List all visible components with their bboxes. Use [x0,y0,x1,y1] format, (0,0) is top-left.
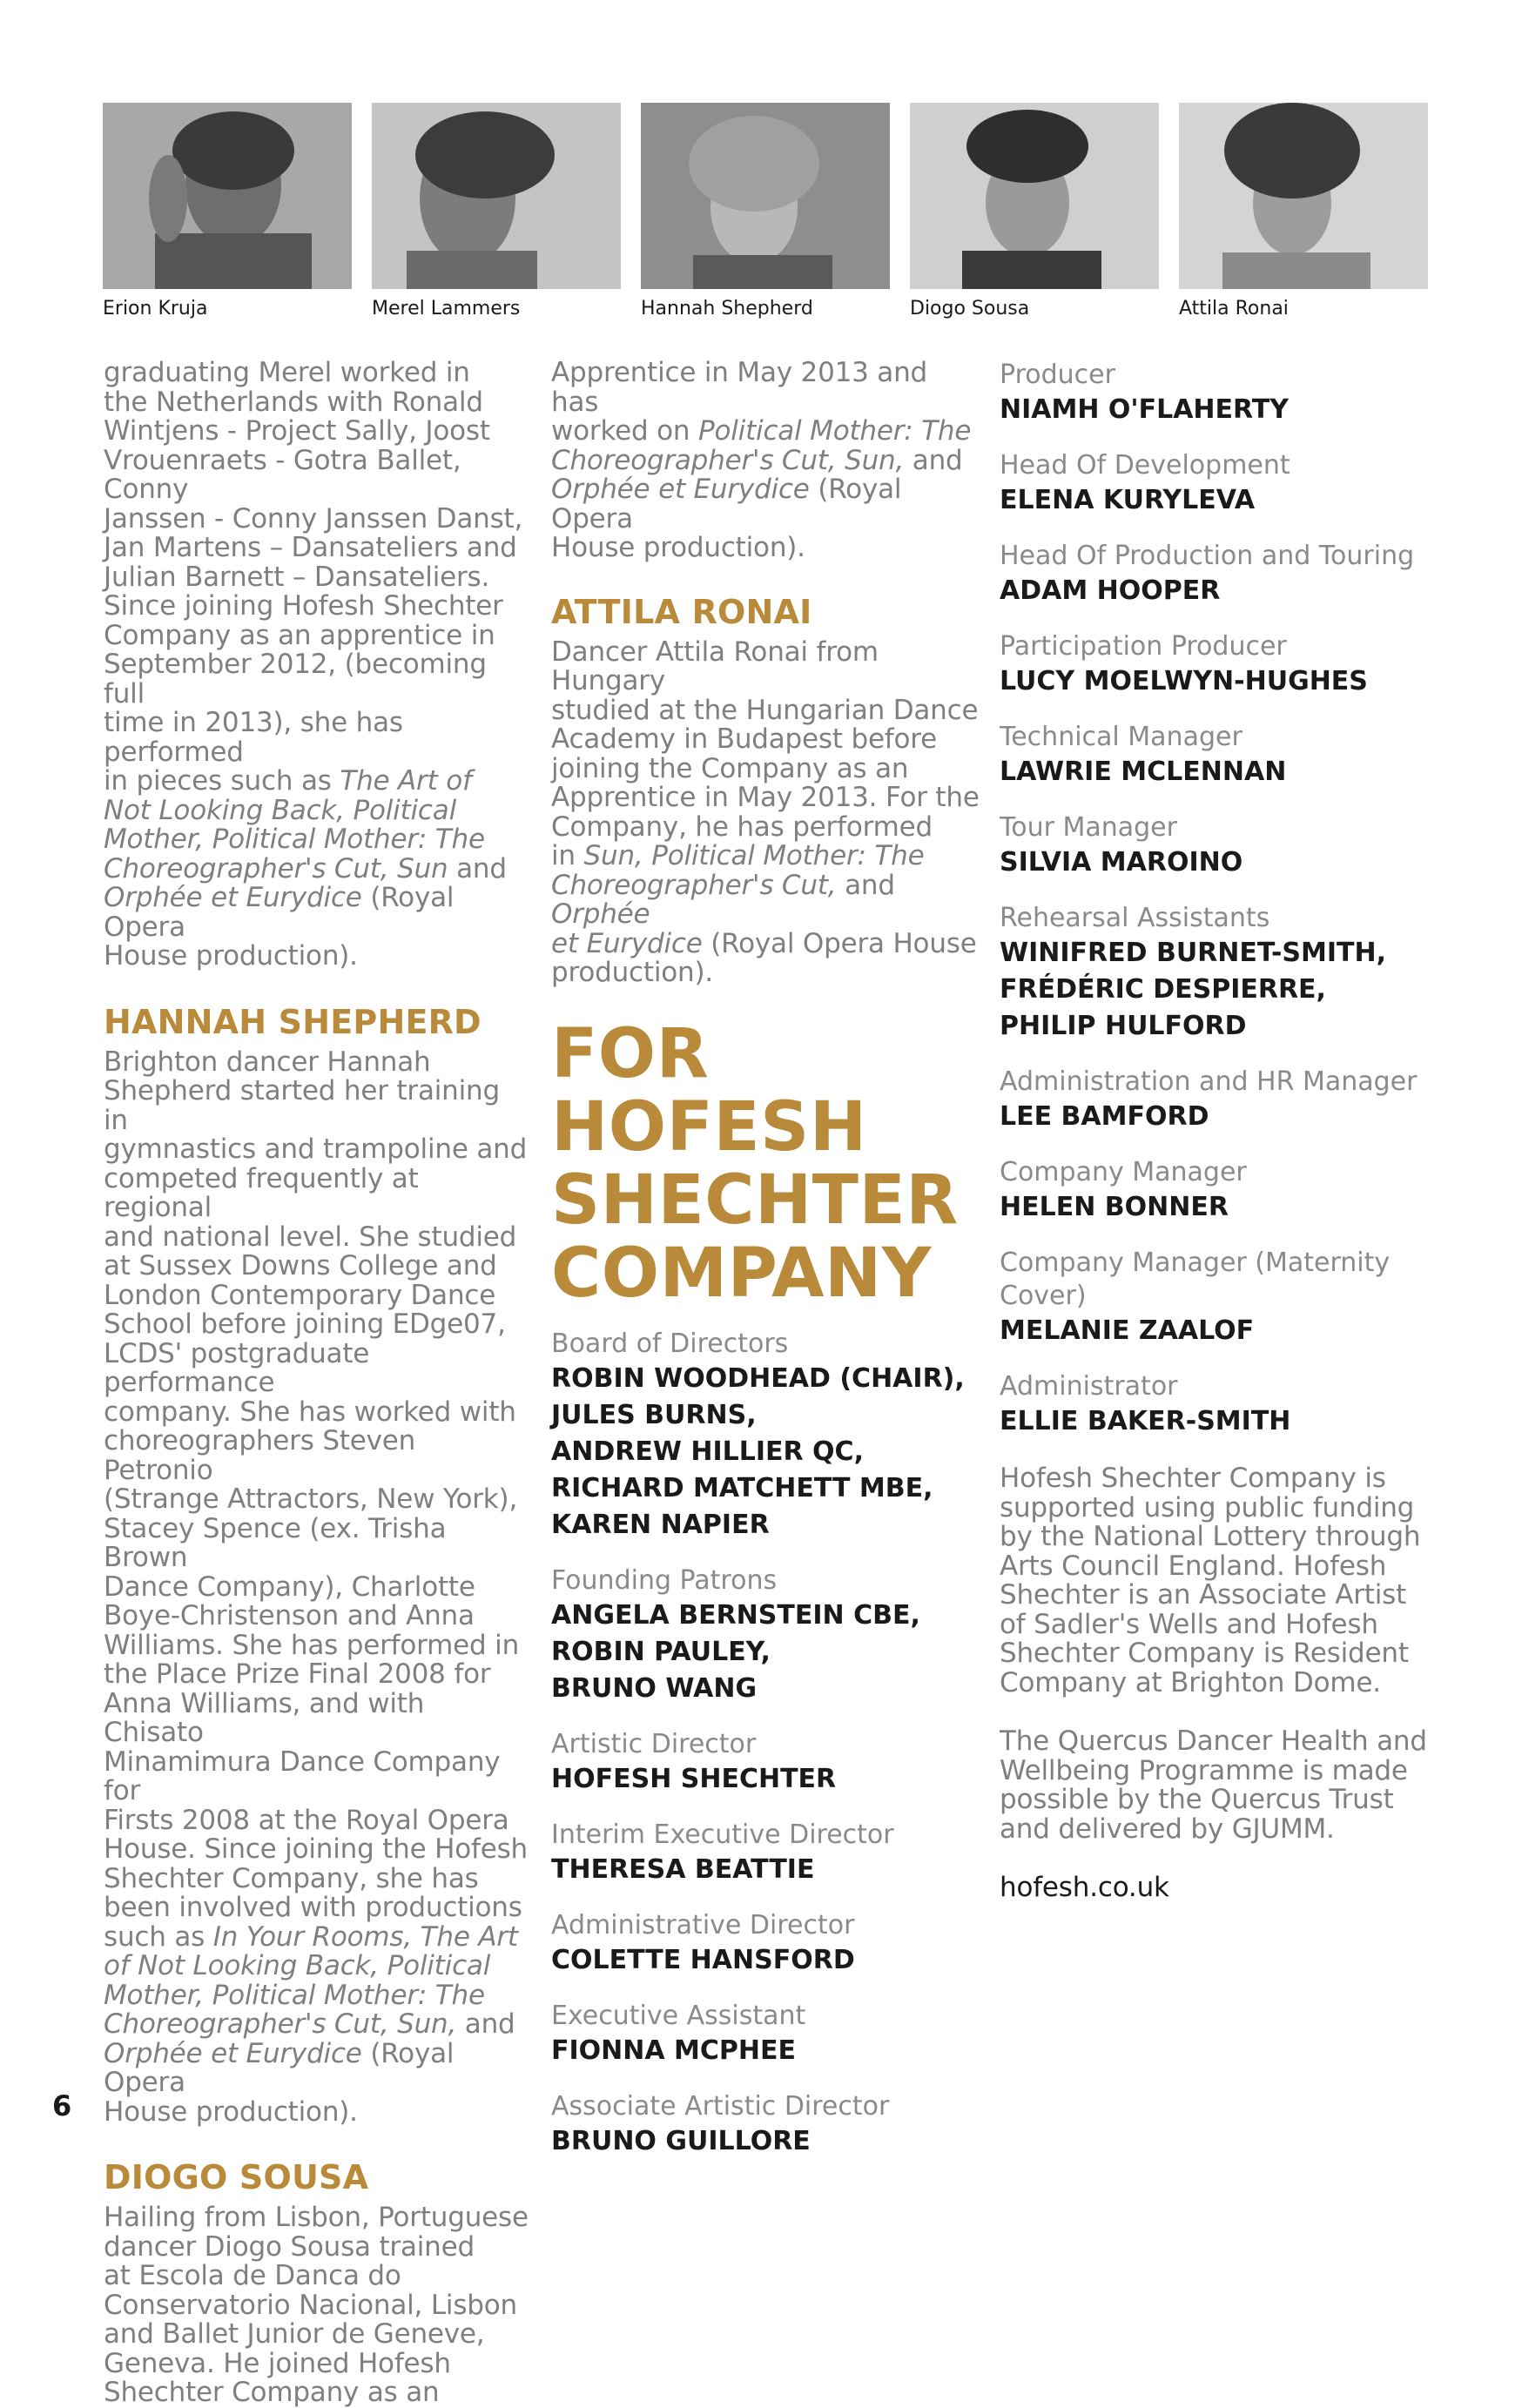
diogo-bio-continued: Apprentice in May 2013 and has worked on Political Mother: The Choreographer's Cut, Sun, and Orphée et Eurydice (Royal Opera House production). [551,357,972,563]
quercus-note: The Quercus Dancer Health and Wellbeing Programme is made possible by the Quercus Trust and delivered by GJUMM. [1000,1725,1427,1845]
attila-heading: ATTILA RONAI [551,592,812,631]
photo-caption: Diogo Sousa [910,298,1030,319]
portrait-photo-icon [641,103,890,289]
page-number: 6 [52,2089,72,2122]
company-title: FOR HOFESH SHECHTER COMPANY [551,1014,959,1313]
attila-bio: Dancer Attila Ronai from Hungary studied at the Hungarian Dance Academy in Budapest before joining the Company as an Apprentice in May 2013. For the Company, he has performed in Sun, Political Mother: The Choreographer's Cut, and Orphée et Eurydice (Royal Opera House production). [551,636,980,988]
credit-board: Board of Directors ROBIN WOODHEAD (CHAIR), JULES BURNS, ANDREW HILLIER QC, RICHARD MATCHETT MBE, KAREN NAPIER [551,1328,965,1540]
credit-rehearsal-assistants: Rehearsal Assistants WINIFRED BURNET-SMITH, FRÉDÉRIC DESPIERRE, PHILIP HULFORD [1000,903,1386,1041]
photo-attila-ronai [1179,103,1428,320]
credit-artistic-director: Artistic Director HOFESH SHECHTER [551,1728,837,1794]
credit-executive-assistant: Executive Assistant FIONNA MCPHEE [551,2000,806,2066]
website-link[interactable]: hofesh.co.uk [1000,1872,1169,1903]
portrait-photo-icon [103,103,352,289]
credit-company-manager: Company Manager HELEN BONNER [1000,1157,1247,1222]
credit-participation-producer: Participation Producer LUCY MOELWYN-HUGHES [1000,631,1368,696]
credit-admin-hr-manager: Administration and HR Manager LEE BAMFORD [1000,1066,1418,1132]
credit-head-production: Head Of Production and Touring ADAM HOOPER [1000,541,1415,606]
hannah-heading: HANNAH SHEPHERD [104,1002,482,1041]
credit-administrator: Administrator ELLIE BAKER-SMITH [1000,1371,1291,1436]
photo-erion-kruja [103,103,352,320]
column-3 [1000,359,1435,1903]
portrait-photo-icon [372,103,621,289]
credits-list-1 [551,1328,980,2160]
credit-producer: Producer NIAMH O'FLAHERTY [1000,360,1289,425]
credit-technical-manager: Technical Manager LAWRIE MCLENNAN [1000,722,1287,787]
photo-caption: Merel Lammers [372,298,521,319]
photo-diogo-sousa [910,103,1159,320]
diogo-heading: DIOGO SOUSA [104,2158,369,2196]
portrait-photo-icon [1179,103,1428,289]
credit-patrons: Founding Patrons ANGELA BERNSTEIN CBE, ROBIN PAULEY, BRUNO WANG [551,1564,920,1704]
portrait-photo-icon [910,103,1159,289]
column-2 [551,359,980,2181]
photo-caption: Erion Kruja [103,298,208,319]
credit-company-manager-maternity: Company Manager (Maternity Cover) MELANIE ZAALOF [1000,1248,1391,1346]
credit-executive-director: Interim Executive Director THERESA BEATTIE [551,1819,894,1885]
diogo-bio: Hailing from Lisbon, Portuguese dancer Diogo Sousa trained at Escola de Danca do Conservatorio Nacional, Lisbon and Ballet Junior de Geneve, Geneva. He joined Hofesh Shechter Company as an [104,2202,529,2408]
photo-merel-lammers [372,103,621,320]
column-1 [104,359,532,2408]
photo-caption: Hannah Shepherd [641,298,813,319]
credit-administrative-director: Administrative Director COLETTE HANSFORD [551,1909,855,1975]
photo-caption: Attila Ronai [1179,298,1289,319]
credit-associate-director: Associate Artistic Director BRUNO GUILLORE [551,2090,890,2156]
merel-bio-continued: graduating Merel worked in the Netherlands with Ronald Wintjens - Project Sally, Joost Vrouenraets - Gotra Ballet, Conny Janssen - Conny Janssen Danst, Jan Martens – Dansateliers and Julian Barnett – Dansateliers. Since joining Hofesh Shechter Company as an apprentice in September 2012, (becoming full time in 2013), she has performed in pieces such as The Art of Not Looking Back, Political Mother, Political Mother: The Choreographer's Cut, Sun and Orphée et Eurydice (Royal Opera House production). [104,357,523,972]
hannah-bio: Brighton dancer Hannah Shepherd started her training in gymnastics and trampoline and competed frequently at regional and national level. She studied at Sussex Downs College and London Contemporary Dance School before joining EDge07, LCDS' postgraduate performance company. She has worked with choreographers Steven Petronio (Strange Attractors, New York), Stacey Spence (ex. Trisha Brown Dance Company), Charlotte Boye-Christenson and Anna Williams. She has performed in the Place Prize Final 2008 for Anna Williams, and with Chisato Minamimura Dance Company for Firsts 2008 at the Royal Opera House. Since joining the Hofesh Shechter Company, she has been involved with productions such as In Your Rooms, The Art of Not Looking Back, Political Mother, Political Mother: The Choreographer's Cut, Sun, and Orphée et Eurydice (Royal Opera House production). [104,1046,528,2128]
funding-note: Hofesh Shechter Company is supported using public funding by the National Lottery through Arts Council England. Hofesh Shechter is an Associate Artist of Sadler's Wells and Hofesh Shechter Company is Resident Company at Brighton Dome. [1000,1463,1421,1698]
credit-head-development: Head Of Development ELENA KURYLEVA [1000,450,1290,515]
photo-hannah-shepherd [641,103,890,320]
photo-strip [103,103,1428,326]
credit-tour-manager: Tour Manager SILVIA MAROINO [1000,812,1243,878]
